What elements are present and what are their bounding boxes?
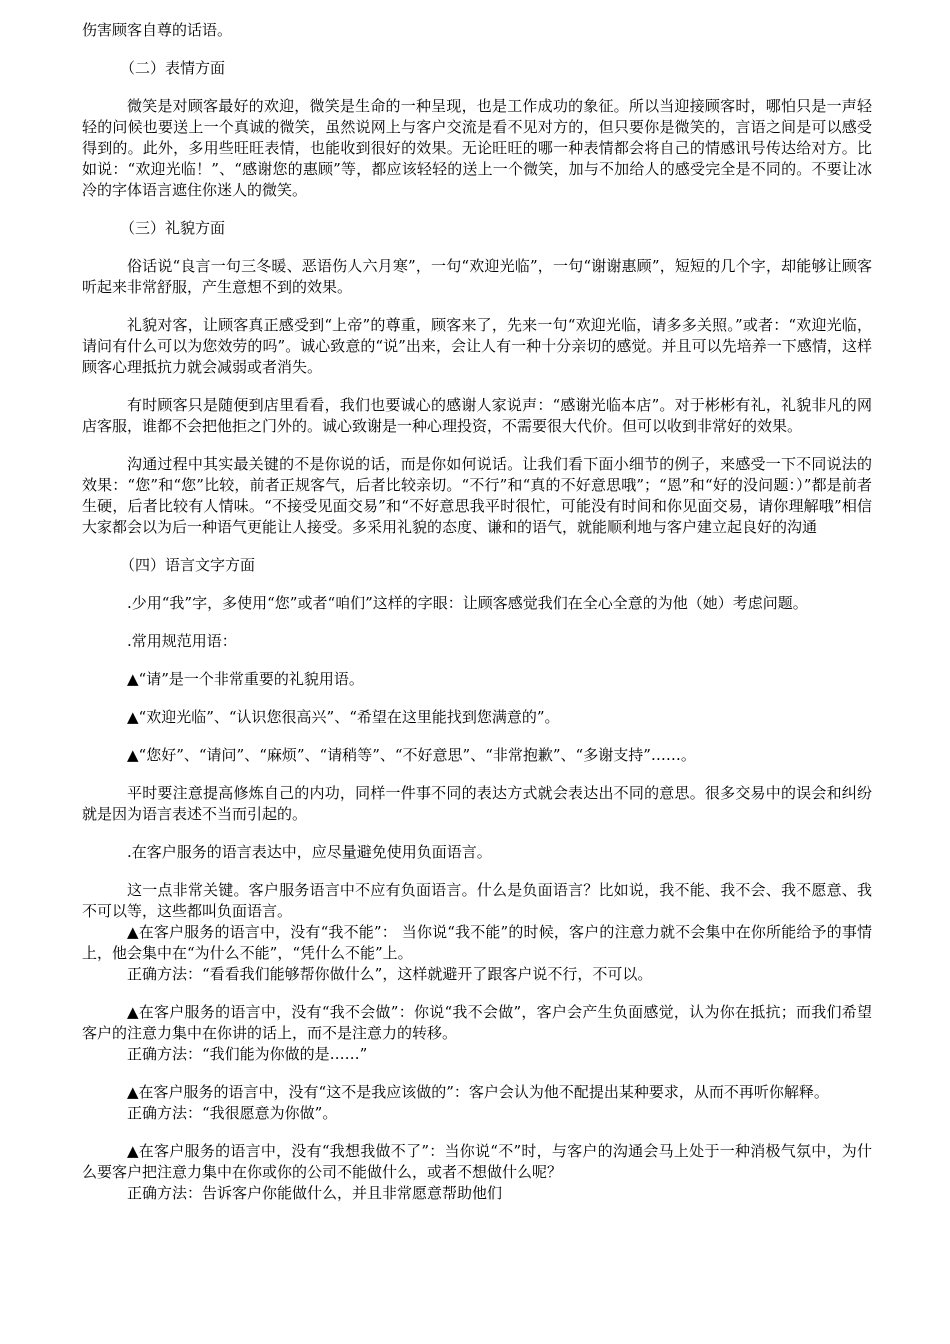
paragraph-negative-definition: 这一点非常关键。客户服务语言中不应有负面语言。什么是负面语言？比如说，我不能、我不会、我不愿意、我不可以等，这些都叫负面语言。 bbox=[82, 881, 872, 920]
document-page bbox=[82, 20, 872, 1204]
bullet-cannot: ▲在客户服务的语言中，没有“我不能”： 当你说“我不能”的时候，客户的注意力就不会集中在你所能给予的事情上，他会集中在“为什么不能”，“凭什么不能”上。 bbox=[82, 923, 872, 962]
bullet-not-my-job: ▲在客户服务的语言中，没有“这不是我应该做的”：客户会认为他不配提出某种要求，从而不再听你解释。 bbox=[127, 1083, 829, 1101]
bullet-cannot-do: ▲在客户服务的语言中，没有“我想我做不了”：当你说“不”时，与客户的沟通会马上处于一种消极气氛中，为什么要客户把注意力集中在你或你的公司不能做什么，或者不想做什么呢？ bbox=[82, 1142, 872, 1181]
correct-method-2: 正确方法：“我们能为你做的是……” bbox=[127, 1045, 368, 1063]
section-heading-language: （四）语言文字方面 bbox=[120, 556, 256, 574]
bullet-please: ▲“请”是一个非常重要的礼貌用语。 bbox=[127, 670, 364, 688]
correct-method-1: 正确方法：“看看我们能够帮你做什么”，这样就避开了跟客户说不行，不可以。 bbox=[127, 965, 653, 983]
paragraph-avoid-negative: .在客户服务的语言表达中，应尽量避免使用负面语言。 bbox=[127, 843, 492, 861]
paragraph-proverb: 俗话说“良言一句三冬暖、恶语伤人六月寒”，一句“欢迎光临”，一句“谢谢惠顾”，短短的几个字，却能够让顾客听起来非常舒服，产生意想不到的效果。 bbox=[82, 257, 872, 296]
paragraph-practice: 平时要注意提高修炼自己的内功，同样一件事不同的表达方式就会表达出不同的意思。很多交易中的误会和纠纷就是因为语言表述不当而引起的。 bbox=[82, 784, 872, 823]
paragraph-smile: 微笑是对顾客最好的欢迎，微笑是生命的一种呈现，也是工作成功的象征。所以当迎接顾客时，哪怕只是一声轻轻的问候也要送上一个真诚的微笑，虽然说网上与客户交流是看不见对方的，但只要你是微笑的，言语之间是可以感受得到的。此外，多用些旺旺表情，也能收到很好的效果。无论旺旺的哪一种表情都会将自己的情感讯号传达给对方。比如说：“欢迎光临！”、“感谢您的惠顾”等，都应该轻轻的送上一个微笑，加与不加给人的感受完全是不同的。不要让冰冷的字体语言遮住你迷人的微笑。 bbox=[82, 97, 872, 199]
section-heading-expression: （二）表情方面 bbox=[120, 59, 226, 77]
correct-method-4: 正确方法：告诉客户你能做什么，并且非常愿意帮助他们 bbox=[127, 1184, 503, 1202]
paragraph-polite-welcome: 礼貌对客，让顾客真正感受到“上帝”的尊重，顾客来了，先来一句“欢迎光临，请多多关照。”或者：“欢迎光临，请问有什么可以为您效劳的吗”。诚心致意的“说”出来，会让人有一种十分亲切的感觉。并且可以先培养一下感情，这样顾客心理抵抗力就会减弱或者消失。 bbox=[82, 316, 872, 376]
paragraph-intro-end: 伤害顾客自尊的话语。 bbox=[82, 21, 233, 39]
paragraph-less-i: .少用“我”字，多使用“您”或者“咱们”这样的字眼：让顾客感觉我们在全心全意的为他（她）考虑问题。 bbox=[127, 594, 808, 612]
section-heading-courtesy: （三）礼貌方面 bbox=[120, 219, 226, 237]
paragraph-standard-terms: .常用规范用语： bbox=[127, 632, 237, 650]
paragraph-thanks: 有时顾客只是随便到店里看看，我们也要诚心的感谢人家说声：“感谢光临本店”。对于彬彬有礼，礼貌非凡的网店客服，谁都不会把他拒之门外的。诚心致谢是一种心理投资，不需要很大代价。但可以收到非常好的效果。 bbox=[82, 396, 872, 435]
bullet-welcome: ▲“欢迎光临”、“认识您很高兴”、“希望在这里能找到您满意的”。 bbox=[127, 708, 560, 726]
paragraph-communication: 沟通过程中其实最关键的不是你说的话，而是你如何说话。让我们看下面小细节的例子，来感受一下不同说法的效果：“您”和“您”比较，前者正规客气，后者比较亲切。“不行”和“真的不好意思哦”；“恩”和“好的没问题：）”都是前者生硬，后者比较有人情味。“不接受见面交易”和“不好意思我平时很忙，可能没有时间和你见面交易，请你理解哦”相信大家都会以为后一种语气更能让人接受。多采用礼貌的态度、谦和的语气，就能顺利地与客户建立起良好的沟通 bbox=[82, 455, 872, 536]
correct-method-3: 正确方法：“我很愿意为你做”。 bbox=[127, 1104, 338, 1122]
bullet-hello: ▲“您好”、“请问”、“麻烦”、“请稍等”、“不好意思”、“非常抱歉”、“多谢支持”……。 bbox=[127, 746, 696, 764]
bullet-will-not: ▲在客户服务的语言中，没有“我不会做”：你说“我不会做”，客户会产生负面感觉，认为你在抵抗；而我们希望客户的注意力集中在你讲的话上，而不是注意力的转移。 bbox=[82, 1003, 872, 1042]
